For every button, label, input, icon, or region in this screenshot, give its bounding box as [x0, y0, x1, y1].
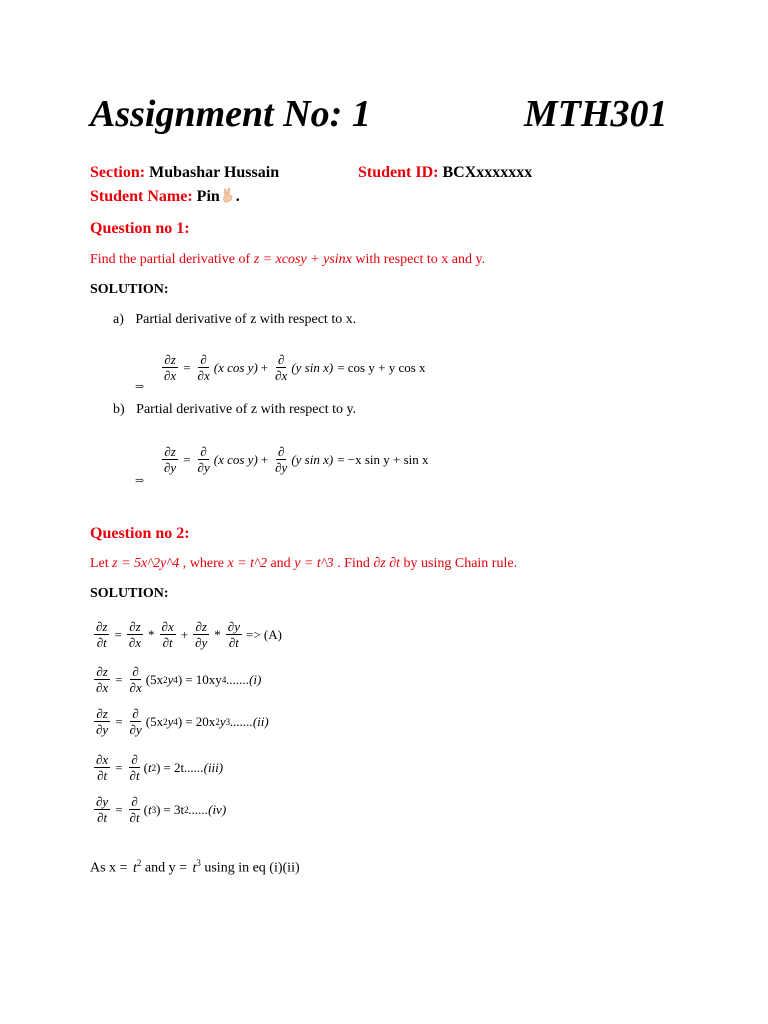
q1-part-b [113, 402, 356, 418]
question-2-prompt [90, 556, 517, 572]
frac-num: ∂ [200, 444, 207, 459]
student-name-line [90, 187, 240, 206]
fraction [273, 444, 289, 475]
fraction [273, 352, 289, 383]
q2-prompt-text: , where [179, 556, 228, 571]
frac-den: ∂y [275, 460, 288, 475]
equation-tag: ......(iv) [188, 801, 227, 817]
equation-partial-x: $\frac{\partial z}{\partial x}$ = $\frac{\partial}{\partial x}$ (x cos y) + $\frac{\partial}{\partial x}$ (y sin x) = cos y + y cos x [164, 352, 426, 383]
fraction: $\frac{\partial}{\partial t}$ [129, 752, 140, 783]
frac-num: ∂ [200, 352, 207, 367]
equation-partial-y: $\frac{\partial z}{\partial y}$ = $\frac{\partial}{\partial y}$ (x cos y) + $\frac{\partial}{\partial y}$ (y sin x) = −x sin y + sin x [164, 444, 429, 475]
equation-iv: $\frac{\partial y}{\partial t}$ = $\frac{\partial}{\partial t}$ ( t 3 ) = 3t 2 ......(iv) [96, 794, 227, 825]
fraction: $\frac{\partial y}{\partial t}$ [227, 619, 240, 650]
question-2-heading: Question no 2: [90, 525, 190, 542]
part-b-marker: b) [113, 402, 125, 417]
term-body: (y sin x) [291, 359, 334, 375]
frac-den: ∂x [164, 368, 177, 383]
course-code: MTH301 [524, 93, 668, 135]
section-label: Section: [90, 164, 146, 181]
closing-text: using in eq (i)(ii) [200, 860, 300, 876]
fraction: $\frac{\partial x}{\partial t}$ [96, 752, 109, 783]
equation-result: = 2t [163, 759, 185, 775]
question-1-prompt [90, 252, 485, 268]
student-name-value: Pin [196, 188, 220, 205]
q2-solution-label: SOLUTION: [90, 586, 169, 601]
part-a-text: Partial derivative of z with respect to x. [135, 312, 357, 327]
student-id-value: BCXxxxxxxx [442, 164, 533, 181]
q2-prompt-math: x = t^2 [227, 556, 267, 571]
part-a-marker: a) [113, 312, 124, 327]
equation-result: = 10xy [185, 671, 222, 687]
implies-icon: ⇒ [135, 475, 145, 487]
fraction: $\frac{\partial}{\partial y}$ [129, 706, 142, 737]
closing-line: As $x = t^2$ and $y = t^3$ using in eq (i)(ii) [90, 858, 300, 876]
frac-num: ∂ [278, 352, 285, 367]
fraction: $\frac{\partial z}{\partial y}$ [96, 706, 109, 737]
q2-prompt-math: z = 5x^2y^4 [112, 556, 180, 571]
fraction: $\frac{\partial z}{\partial t}$ [96, 619, 108, 650]
student-name-label: Student Name: [90, 188, 193, 205]
equation-iii: $\frac{\partial x}{\partial t}$ = $\frac{\partial}{\partial t}$ ( t 2 ) = 2t ......(iii) [96, 752, 224, 783]
equation-tag: .......(ii) [230, 713, 269, 729]
student-id-line [358, 164, 532, 182]
fraction: $\frac{\partial z}{\partial x}$ [128, 619, 142, 650]
fraction [162, 444, 178, 475]
equation-result: = 20x [185, 713, 216, 729]
fraction: $\frac{\partial}{\partial t}$ [129, 794, 140, 825]
frac-den: ∂y [164, 460, 177, 475]
q1-prompt-text-1: Find the partial derivative of [90, 252, 254, 267]
closing-math: t [132, 860, 137, 876]
fraction: $\frac{\partial z}{\partial y}$ [195, 619, 208, 650]
q2-prompt-text: by using Chain rule. [400, 556, 518, 571]
student-id-label: Student ID: [358, 164, 439, 181]
fraction: $\frac{\partial x}{\partial t}$ [161, 619, 174, 650]
assignment-title: Assignment No: 1 [90, 93, 371, 135]
term-body: (x cos y) [213, 359, 258, 375]
equation-i: $\frac{\partial z}{\partial x}$ = $\frac{\partial}{\partial x}$ (5x 2 y 4 ) = 10xy 4 .......(i) [96, 664, 262, 695]
q1-prompt-text-2: with respect to x and y. [351, 252, 486, 267]
fraction: $\frac{\partial z}{\partial x}$ [96, 664, 109, 695]
fraction: $\frac{\partial y}{\partial t}$ [96, 794, 109, 825]
term-body: (5x [145, 671, 164, 687]
equation-result: = 3t [163, 801, 185, 817]
equation-ii: $\frac{\partial z}{\partial y}$ = $\frac{\partial}{\partial y}$ (5x 2 y 4 ) = 20x 2 y 3 .......(ii) [96, 706, 269, 737]
victory-hand-icon [220, 187, 236, 203]
q1-prompt-math: z = xcosy + ysinx [253, 252, 352, 267]
equation-tag: .......(i) [226, 671, 262, 687]
q1-solution-label: SOLUTION: [90, 282, 169, 297]
frac-den: ∂x [197, 368, 210, 383]
fraction [196, 444, 212, 475]
frac-den: ∂y [197, 460, 210, 475]
equation-chain-rule: $\frac{\partial z}{\partial t}$ = $\frac{\partial z}{\partial x}$ * $\frac{\partial x}{\partial t}$ + $\frac{\partial z}{\partial y}$ * $\frac{\partial y}{\partial t}$ => (A) [96, 619, 282, 650]
fraction [196, 352, 212, 383]
equation-result: = cos y + y cos x [337, 359, 426, 375]
equation-result: = −x sin y + sin x [337, 451, 429, 467]
frac-num: ∂ [278, 444, 285, 459]
frac-den: ∂x [275, 368, 288, 383]
q2-prompt-text: . Find [333, 556, 374, 571]
term-body: (y sin x) [291, 451, 334, 467]
equation-tag: ......(iii) [184, 759, 224, 775]
section-line [90, 164, 279, 182]
closing-text: and y = [141, 860, 191, 876]
closing-text: As x = [90, 860, 131, 876]
term-body: (5x [145, 713, 164, 729]
equation-tag: => (A) [245, 626, 282, 642]
question-1-heading: Question no 1: [90, 220, 190, 237]
q2-prompt-text: and [266, 556, 295, 571]
implies-icon: ⇒ [135, 381, 145, 393]
closing-math: t [192, 860, 197, 876]
part-b-text: Partial derivative of z with respect to y. [136, 402, 357, 417]
student-name-suffix: . [235, 188, 240, 205]
q2-prompt-text: Let [90, 556, 113, 571]
frac-num: ∂z [164, 444, 176, 459]
frac-num: ∂z [164, 352, 176, 367]
q2-prompt-math: ∂z ∂t [373, 556, 401, 571]
fraction [162, 352, 178, 383]
section-value: Mubashar Hussain [149, 164, 280, 181]
q1-part-a [113, 312, 356, 328]
q2-prompt-math: y = t^3 [294, 556, 334, 571]
fraction: $\frac{\partial}{\partial x}$ [129, 664, 142, 695]
term-body: (x cos y) [213, 451, 258, 467]
